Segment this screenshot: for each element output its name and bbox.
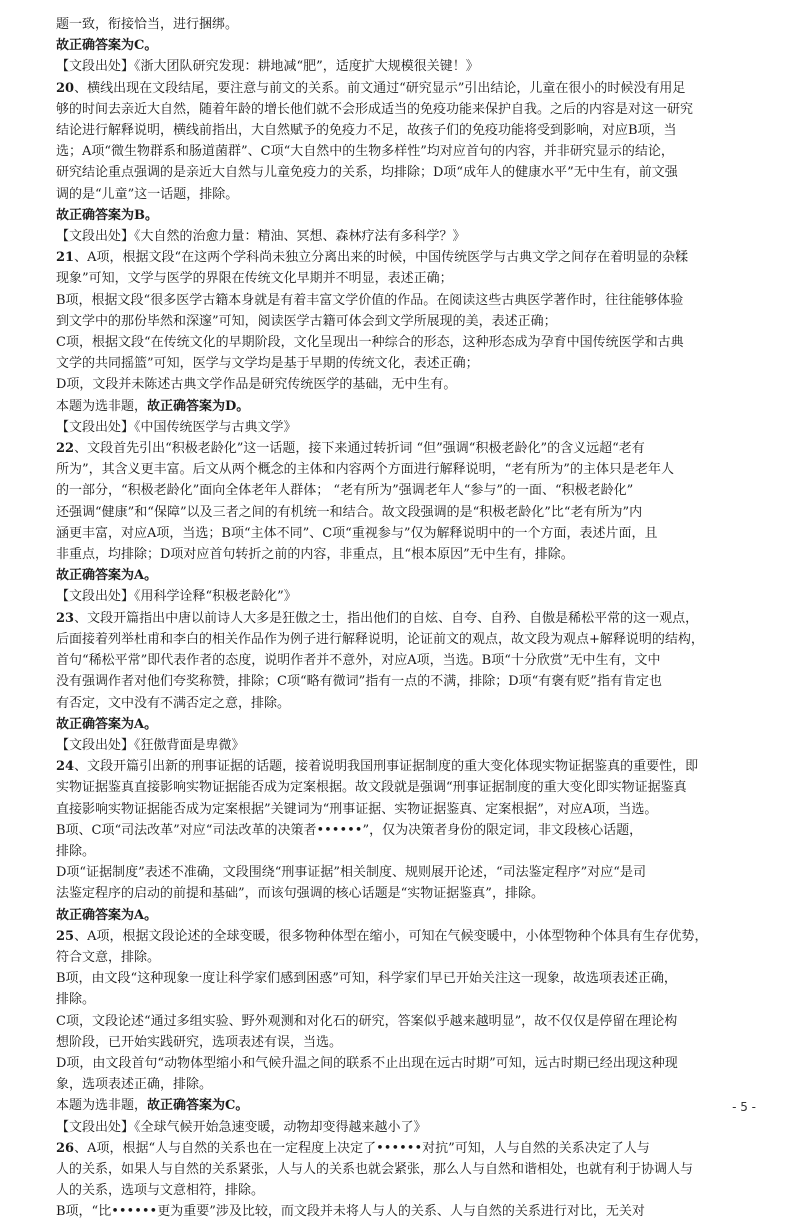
text-line: 象，选项表述正确，排除。 (56, 1077, 213, 1093)
question-number: 22 (56, 441, 75, 457)
question-number: 24 (56, 759, 75, 775)
text-line (56, 1095, 756, 1116)
answer-text: 故正确答案为D。 (147, 398, 250, 414)
text-line: 想阶段，已开始实践研究，选项表述有误，当选。 (56, 1034, 343, 1050)
page-number: - 5 - (732, 1100, 756, 1114)
text-line: 排除。 (56, 992, 96, 1008)
text-line: 还强调“健康”和“保障”以及三者之间的有机统一和结合。故文段强调的是“积极老龄化”比“老有所为”内 (56, 504, 643, 520)
text-line: D项，文段并未陈述古典文学作品是研究传统医学的基础，无中生有。 (56, 377, 457, 393)
question-number: 21 (56, 250, 75, 266)
question-start-line (56, 926, 756, 947)
text-line: 的一部分，“积极老龄化”面向全体老年人群体； “老有所为”强调老年人“参与”的一面、“积极老龄化” (56, 483, 634, 499)
text-line: 首句“稀松平常”即代表作者的态度，说明作者并不意外，对应A项，当选。B项“十分欣赏”无中生有，文中 (56, 653, 661, 669)
text-line: D项，由文段首句“动物体型缩小和气候升温之间的联系不止出现在远古时期”可知，远古时期已经出现这种现 (56, 1055, 678, 1071)
line-text: 、A项，根据“人与自然的关系也在一定程度上决定了••••••对抗”可知，人与自然的关系决定了人与 (74, 1140, 650, 1156)
text-line: 有否定，文中没有不满否定之意，排除。 (56, 695, 291, 711)
text-line: 研究结论重点强调的是亲近大自然与儿童免疫力的关系，均排除；D项“成年人的健康水平”无中生有，前文强 (56, 165, 678, 181)
text-line: B项，“比••••••更为重要”涉及比较，而文段并未将人与人的关系、人与自然的关系进行对比，无关对 (56, 1204, 645, 1220)
text-line: 够的时间去亲近大自然，随着年龄的增长他们就不会形成适当的免疫功能来保护自我。之后的内容是对这一研究 (56, 101, 694, 117)
question-start-line (56, 756, 756, 777)
line-text: 、文段开篇指出中唐以前诗人大多是狂傲之士，指出他们的自炫、自夸、自矜、自傲是稀松平常的这一观点， (74, 610, 699, 626)
question-start-line (56, 608, 756, 629)
answer-line: 故正确答案为A。 (56, 907, 158, 923)
text-line: B项、C项“司法改革”对应“司法改革的决策者••••••”，仅为决策者身份的限定词，非文段核心话题， (56, 822, 643, 838)
text-line: 没有强调作者对他们夸奖称赞，排除；C项“略有微词”指有一点的不满，排除；D项“有褒有贬”指有肯定也 (56, 674, 662, 690)
line-text: 、A项，根据文段“在这两个学科尚未独立分离出来的时候，中国传统医学与古典文学之间存在着明显的杂糅 (74, 250, 689, 266)
text-line: 到文学中的那份毕然和深邃”可知，阅读医学古籍可体会到文学所展现的美，表述正确； (56, 313, 557, 329)
text-line: 【文段出处】《狂傲背面是卑微》 (56, 737, 245, 753)
text-line: 所为”，其含义更丰富。后文从两个概念的主体和内容两个方面进行解释说明，“老有所为”的主体只是老年人 (56, 462, 674, 478)
line-prefix: 本题为选非题， (56, 1098, 148, 1114)
question-start-line (56, 1138, 756, 1159)
line-text: 、A项，根据文段论述的全球变暖，很多物种体型在缩小，可知在气候变暖中，小体型物种个体具有生存优势， (74, 928, 708, 944)
text-line: 【文段出处】《中国传统医学与古典文学》 (56, 419, 297, 435)
line-text: 、文段首先引出“积极老龄化”这一话题，接下来通过转折词 “但”强调“积极老龄化”的含义远超“老有 (74, 441, 645, 457)
answer-line: 故正确答案为A。 (56, 568, 158, 584)
text-line: C项，根据文段“在传统文化的早期阶段，文化呈现出一种综合的形态，这种形态成为孕育中国传统医学和古典 (56, 335, 684, 351)
text-line: 文学的共同摇篮”可知，医学与文学均是基于早期的传统文化，表述正确； (56, 356, 479, 372)
text-line: 实物证据鉴真直接影响实物证据能否成为定案根据。故文段就是强调“刑事证据制度的重大变化即实物证据鉴真 (56, 780, 687, 796)
line-text: 、横线出现在文段结尾，要注意与前文的关系。前文通过“研究显示”引出结论，儿童在很小的时候没有用足 (74, 80, 686, 96)
text-line: 现象”可知，文学与医学的界限在传统文化早期并不明显，表述正确； (56, 271, 453, 287)
text-line (56, 396, 756, 417)
text-line: 题一致，衔接恰当，进行捆绑。 (56, 17, 239, 32)
answer-line: 故正确答案为C。 (56, 38, 158, 54)
text-line: 法鉴定程序的启动的前提和基础”，而该句强调的核心话题是“实物证据鉴真”，排除。 (56, 886, 544, 902)
text-line: 【文段出处】《浙大团队研究发现：耕地减“肥”，适度扩大规模很关键！》 (56, 59, 479, 75)
text-line: 非重点，均排除；D项对应首句转折之前的内容，非重点，且“根本原因”无中生有，排除。 (56, 547, 574, 563)
document-page (56, 14, 756, 1223)
text-line: 人的关系，选项与文意相符，排除。 (56, 1183, 265, 1199)
text-line: B项，根据文段“很多医学古籍本身就是有着丰富文学价值的作品。在阅读这些古典医学著作时，往往能够体验 (56, 292, 684, 308)
question-start-line (56, 247, 756, 268)
question-start-line (56, 78, 756, 99)
line-prefix: 本题为选非题， (56, 398, 148, 414)
text-line: 选；A项“微生物群系和肠道菌群”、C项“大自然中的生物多样性”均对应首句的内容，并非研究显示的结论， (56, 144, 674, 160)
text-line: 涵更丰富，对应A项，当选；B项“主体不同”、C项“重视参与”仅为解释说明中的一个方面，表述片面，且 (56, 525, 658, 541)
text-line: 直接影响实物证据能否成为定案根据”关键词为“刑事证据、实物证据鉴真、定案根据”，对应A项，当选。 (56, 801, 658, 817)
text-line: 排除。 (56, 843, 96, 859)
question-number: 20 (56, 80, 75, 96)
question-number: 25 (56, 928, 75, 944)
text-line: 调的是“儿童”这一话题，排除。 (56, 186, 239, 202)
answer-line: 故正确答案为A。 (56, 716, 158, 732)
text-line: 【文段出处】《大自然的治愈力量：精油、冥想、森林疗法有多科学？》 (56, 229, 466, 245)
text-line: 符合文意，排除。 (56, 949, 161, 965)
question-start-line (56, 438, 756, 459)
text-line: 后面接着列举杜甫和李白的相关作品作为例子进行解释说明，论证前文的观点，故文段为观点+解释说明的结构， (56, 631, 704, 647)
text-line: C项，文段论述“通过多组实验、野外观测和对化石的研究，答案似乎越来越明显”，故不仅仅是停留在理论构 (56, 1013, 678, 1029)
text-line: D项“证据制度”表述不准确，文段围绕“刑事证据”相关制度、规则展开论述，“司法鉴定程序”对应“是司 (56, 865, 646, 881)
text-line: B项，由文段“这种现象一度让科学家们感到困惑”可知，科学家们早已开始关注这一现象，故选项表述正确， (56, 971, 677, 987)
question-number: 23 (56, 610, 75, 626)
question-number: 26 (56, 1140, 75, 1156)
text-line: 结论进行解释说明，横线前指出，大自然赋予的免疫力不足，故孩子们的免疫功能将受到影响，对应B项，当 (56, 123, 677, 139)
answer-line: 故正确答案为B。 (56, 207, 158, 223)
answer-text: 故正确答案为C。 (147, 1098, 249, 1114)
text-line: 【文段出处】《用科学诠释“积极老龄化”》 (56, 589, 297, 605)
line-text: 、文段开篇引出新的刑事证据的话题，接着说明我国刑事证据制度的重大变化体现实物证据鉴真的重要性，即 (74, 759, 699, 775)
text-line: 【文段出处】《全球气候开始急速变暖，动物却变得越来越小了》 (56, 1119, 427, 1135)
text-line: 人的关系，如果人与自然的关系紧张，人与人的关系也就会紧张，那么人与自然和谐相处，也就有利于协调人与 (56, 1161, 694, 1177)
